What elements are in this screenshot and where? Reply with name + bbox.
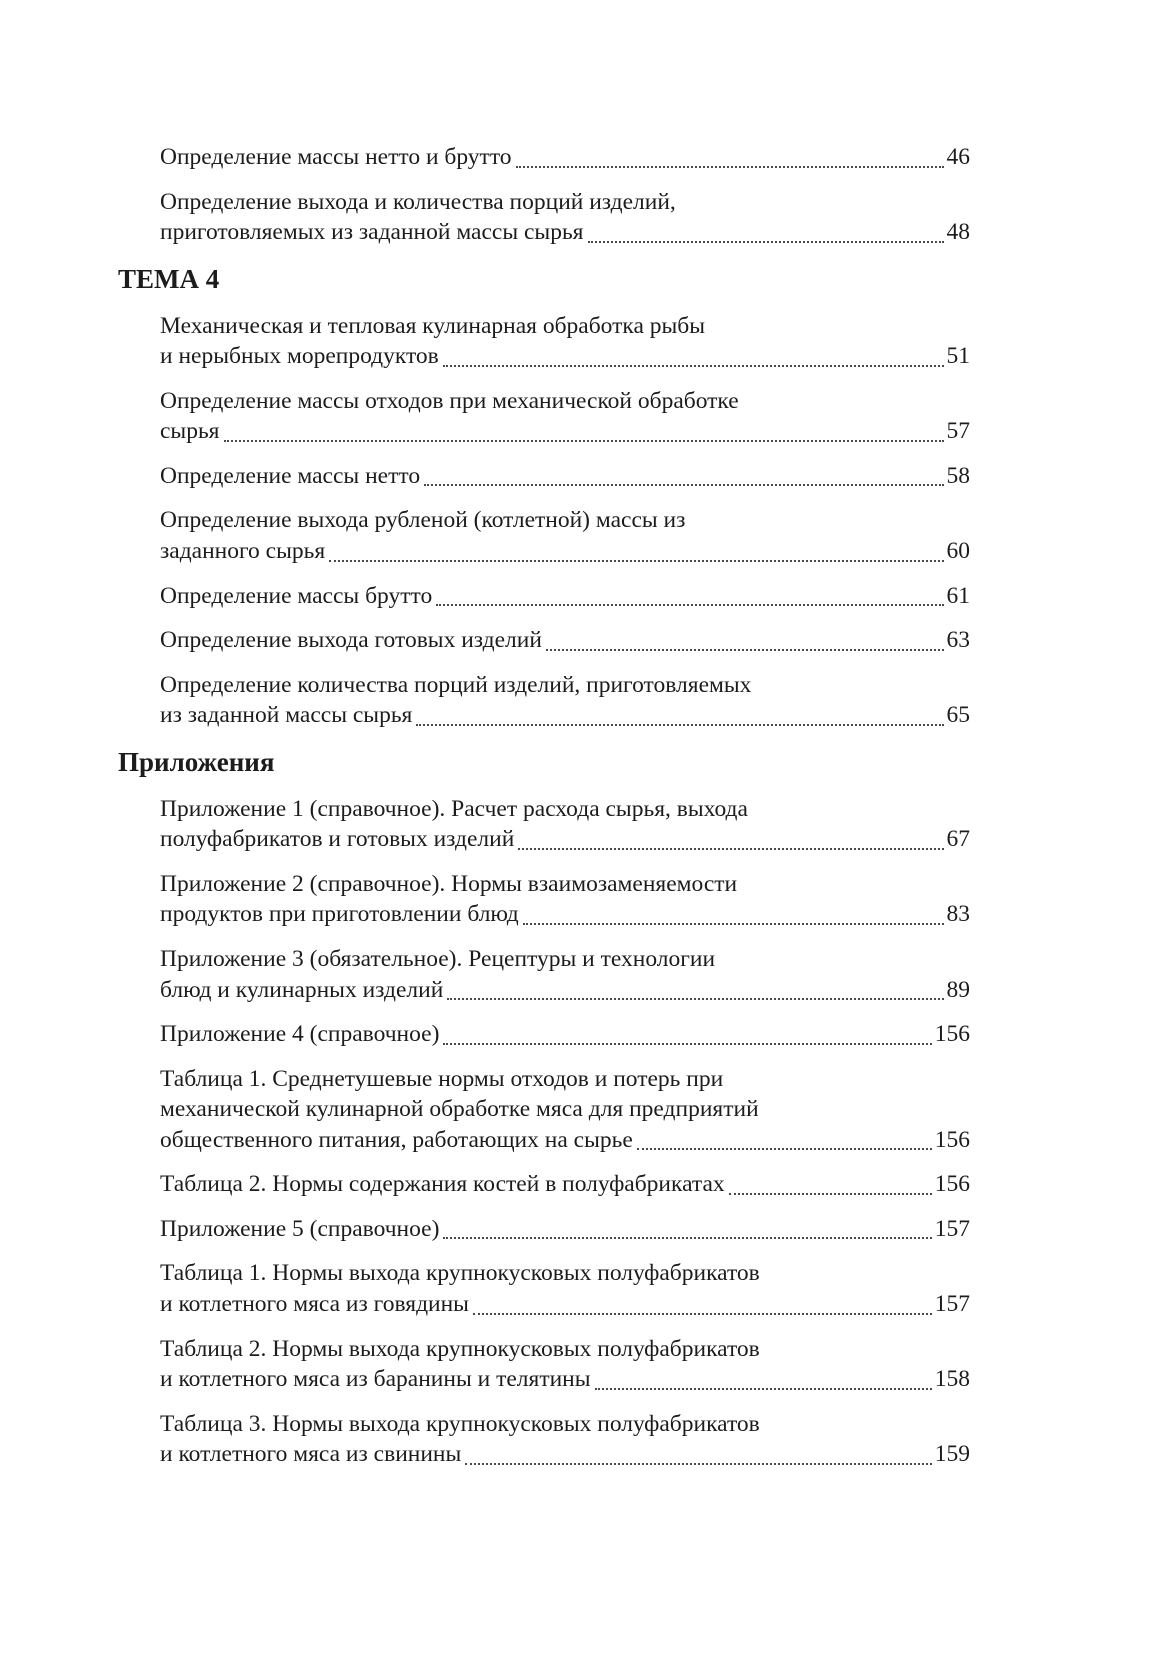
dot-leader <box>516 166 944 168</box>
toc-entry-text: и котлетного мяса из баранины и телятины <box>160 1366 591 1393</box>
dot-leader <box>546 649 944 651</box>
toc-entry-line <box>160 1214 970 1245</box>
toc-entry <box>160 794 970 855</box>
dot-leader <box>729 1193 932 1195</box>
toc-page-number: 61 <box>946 582 970 609</box>
dot-leader <box>588 241 944 243</box>
toc-entry <box>160 1334 970 1395</box>
toc-entry-text: Приложение 5 (справочное) <box>160 1215 440 1242</box>
toc-entry-line <box>160 1019 970 1050</box>
toc-entry-text: Таблица 2. Нормы выхода крупнокусковых полуфабрикатов <box>160 1335 760 1362</box>
dot-leader <box>595 1388 932 1390</box>
toc-entry <box>160 505 970 566</box>
toc-entry-line <box>160 142 970 173</box>
toc-entry-text: Определение выхода рубленой (котлетной) массы из <box>160 507 686 534</box>
toc-page-number: 67 <box>946 826 970 853</box>
toc-entry-text: и котлетного мяса из говядины <box>160 1290 469 1317</box>
toc-entry-text: Определение массы брутто <box>160 582 433 609</box>
toc-page-number: 83 <box>946 901 970 928</box>
toc-entry-text: Определение количества порций изделий, приготовляемых <box>160 671 752 698</box>
toc-entry-text: приготовляемых из заданной массы сырья <box>160 219 584 246</box>
dot-leader <box>523 923 944 925</box>
toc-entry-text: Определение массы отходов при механической обработке <box>160 387 739 414</box>
dot-leader <box>443 365 944 367</box>
toc-entry-line <box>160 700 970 731</box>
toc-entry-line <box>160 416 970 447</box>
dot-leader <box>329 560 943 562</box>
toc-entry-text: Определение выхода готовых изделий <box>160 627 542 654</box>
toc-page-number: 46 <box>946 144 970 170</box>
toc-entry <box>160 869 970 930</box>
dot-leader <box>424 484 943 486</box>
toc-entry-text: блюд и кулинарных изделий <box>160 976 444 1003</box>
toc-page-number: 65 <box>946 702 970 729</box>
toc-entry-text: Таблица 3. Нормы выхода крупнокусковых полуфабрикатов <box>160 1410 760 1437</box>
toc-entry-line <box>160 899 970 930</box>
toc-entry <box>160 625 970 656</box>
toc-page-number: 157 <box>934 1215 970 1242</box>
toc-entry <box>160 1258 970 1319</box>
toc-entry-line <box>160 1125 970 1156</box>
toc-page-number: 158 <box>934 1366 970 1393</box>
toc-entry-line <box>160 1169 970 1200</box>
toc-entry-line <box>160 625 970 656</box>
toc-entry <box>160 670 970 731</box>
toc-section-tema-4 <box>118 311 970 731</box>
dot-leader <box>637 1148 932 1150</box>
toc-entry-text: сырья <box>160 418 220 445</box>
toc-page-number: 157 <box>934 1290 970 1317</box>
dot-leader <box>436 604 943 606</box>
toc-entry <box>160 944 970 1005</box>
toc-entry <box>160 311 970 372</box>
toc-entry-text: Определение массы нетто и брутто <box>160 144 512 170</box>
toc-entry <box>160 142 970 173</box>
toc-page-number: 48 <box>946 219 970 246</box>
toc-entry <box>160 1169 970 1200</box>
toc-entry-text: Таблица 1. Нормы выхода крупнокусковых полуфабрикатов <box>160 1260 760 1287</box>
toc-entry-text: полуфабрикатов и готовых изделий <box>160 826 515 853</box>
toc-entry <box>160 461 970 492</box>
toc-page-number: 156 <box>934 1126 970 1153</box>
toc-page-number: 57 <box>946 418 970 445</box>
dot-leader <box>473 1313 932 1315</box>
toc-page-number: 60 <box>946 538 970 565</box>
toc-page-number: 89 <box>946 976 970 1003</box>
toc-entry-line <box>160 461 970 492</box>
toc-entry <box>160 1064 970 1156</box>
dot-leader <box>224 440 944 442</box>
toc-entry-text: Механическая и тепловая кулинарная обработка рыбы <box>160 312 706 339</box>
toc-entry-line <box>160 975 970 1006</box>
toc-page-number: 156 <box>934 1171 970 1198</box>
dot-leader <box>518 848 943 850</box>
dot-leader <box>416 724 943 726</box>
toc-entry-line <box>160 341 970 372</box>
section-heading-tema-4: ТЕМА 4 <box>118 263 220 294</box>
toc-entry-line <box>160 1364 970 1395</box>
toc-entry <box>160 187 970 248</box>
toc-entry-line <box>160 536 970 567</box>
toc-entry <box>160 386 970 447</box>
toc-page-number: 159 <box>934 1441 970 1468</box>
toc-page-number: 63 <box>946 627 970 654</box>
dot-leader <box>443 1043 931 1045</box>
toc-entry-text: механической кулинарной обработке мяса для предприятий <box>160 1096 759 1123</box>
toc-entry-text: Приложение 3 (обязательное). Рецептуры и технологии <box>160 946 716 973</box>
toc-entry <box>160 1214 970 1245</box>
toc-entry-text: Приложение 1 (справочное). Расчет расхода сырья, выхода <box>160 795 748 822</box>
toc-entry-text: Таблица 2. Нормы содержания костей в полуфабрикатах <box>160 1171 725 1198</box>
toc-entry <box>160 1019 970 1050</box>
toc-entry <box>160 1409 970 1470</box>
toc-page-number: 58 <box>946 462 970 489</box>
toc-section-prilozheniya <box>118 794 970 1470</box>
toc-entry <box>160 581 970 612</box>
toc-entry-text: Приложение 2 (справочное). Нормы взаимозаменяемости <box>160 870 738 897</box>
toc-entry-text: и нерыбных морепродуктов <box>160 343 439 370</box>
toc-page-number: 156 <box>934 1021 970 1048</box>
toc-entry-text: и котлетного мяса из свинины <box>160 1441 462 1468</box>
toc-entry-text: Приложение 4 (справочное) <box>160 1021 440 1048</box>
section-heading-prilozheniya: Приложения <box>118 746 275 777</box>
toc-entry-line <box>160 1439 970 1470</box>
toc-entry-text: из заданной массы сырья <box>160 702 413 729</box>
toc-page-number: 51 <box>946 343 970 370</box>
toc-entry-text: заданного сырья <box>160 538 326 565</box>
dot-leader <box>447 998 943 1000</box>
dot-leader <box>443 1237 931 1239</box>
toc-entry-text: Таблица 1. Среднетушевые нормы отходов и потерь при <box>160 1065 724 1092</box>
dot-leader <box>465 1463 931 1465</box>
toc-entry-line <box>160 1289 970 1320</box>
toc-entry-line <box>160 217 970 248</box>
toc-entry-text: Определение массы нетто <box>160 462 421 489</box>
toc-entry-text: Определение выхода и количества порций изделий, <box>160 188 676 215</box>
toc-entry-line <box>160 581 970 612</box>
toc-entry-text: общественного питания, работающих на сырье <box>160 1126 633 1153</box>
toc-entry-text: продуктов при приготовлении блюд <box>160 901 519 928</box>
toc-section-carryover <box>118 142 970 248</box>
toc-entry-line <box>160 824 970 855</box>
